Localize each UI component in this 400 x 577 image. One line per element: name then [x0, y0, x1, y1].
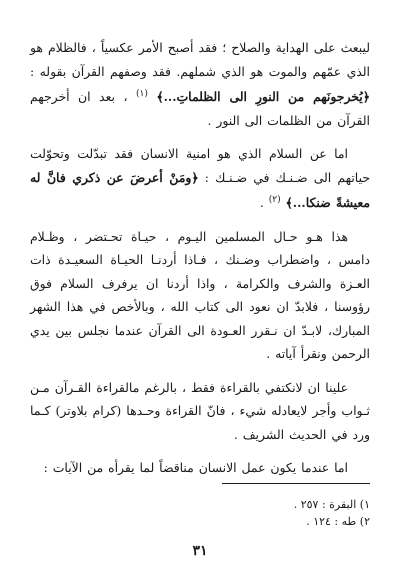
paragraph-2-text-start: اما عن السلام الذي هو امنية الانسان فقد تبدّلت وتحوّلت حياتهم الى ضـنـك في ضـنـك :: [30, 146, 370, 185]
footnote-ref-2: (٢): [268, 195, 281, 206]
footnote-1: ١) البقرة : ٢٥٧ .: [293, 498, 370, 511]
quran-verse-2: ﴿ومَنْ أعرضَ عن ذكري فانَّ له معيشةً ضنكا...﴾: [30, 169, 370, 211]
main-text: [30, 36, 370, 490]
page-number: ٣١: [192, 543, 208, 559]
paragraph-4: علينا ان لانكتفي بالقراءة فقط ، بالرغم مالقراءة القـرآن مـن ثـواب وأجر لايعادله شيء ، فانّ القراءة وحـدها (كرام بلاوتر) كـما ورد في الحديث الشريف .: [30, 379, 370, 442]
paragraph-1: [30, 36, 370, 132]
paragraph-5: اما عندما يكون عمل الانسان مناقضاً لما يقرأه من الآيات :: [43, 460, 348, 476]
paragraph-2-text-end: .: [259, 195, 264, 211]
quran-verse-1: ﴿يُخرجونَهم من النورِ الى الظلماتِ...﴾: [156, 89, 370, 105]
footnote-ref-1: (١): [135, 89, 148, 99]
paragraph-3: هذا هـو حـال المسلمين اليـوم ، حيـاة تحـتضر ، وظـلام دامس ، واضطراب وضـنك ، فـاذا أردنـا الحيـاة السعيـدة ذات العـزة والشرف والكرامة ، واذا أردنا ان يرفرف السلام فوق رؤوسنا ، فلابدّ ان نعود الى كتاب الله ، وبالأخص في هذا الشهر المبارك، لابـدّ ان نـقرر العـودة الى القرآن عندما نجلس بين يدي الرحمن ونقرأ آياته .: [30, 228, 370, 362]
paragraph-1-text-start: ليبعث على الهداية والصلاح ؛ فقد أصبح الأمر عكسياً ، فالظلام هو الذي عمّهم والموت هو الذي شملهم. فقد وصفهم القرآن بقوله :: [30, 40, 370, 79]
footnotes: [120, 496, 370, 530]
footnote-divider: [222, 483, 370, 484]
paragraph-1-text-end: ، بعد ان أخرجهم القرآن من الظلمات الى النور .: [30, 89, 370, 128]
footnote-2: ٢) طه : ١٢٤ .: [306, 515, 370, 528]
paragraph-2: [30, 142, 370, 215]
